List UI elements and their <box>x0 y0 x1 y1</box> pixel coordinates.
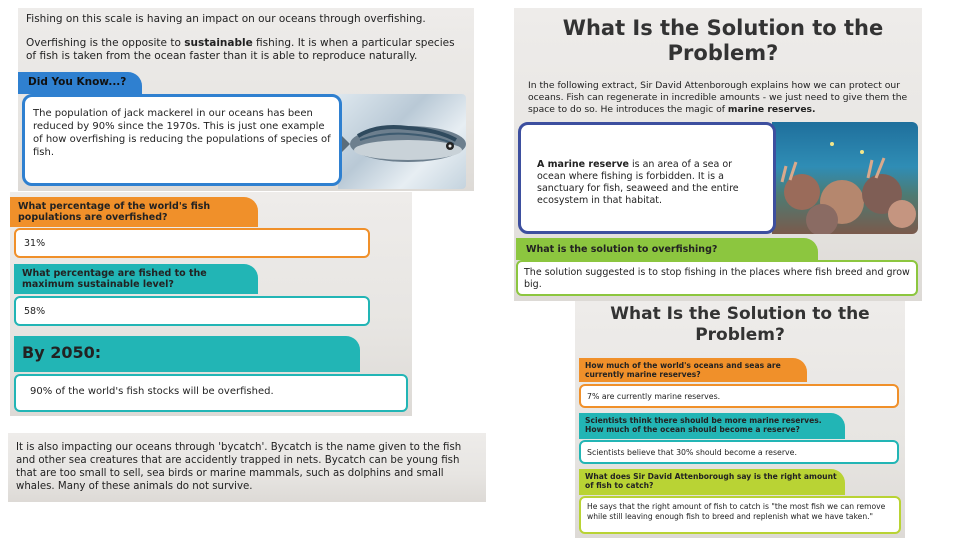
slide-solution <box>514 8 922 301</box>
reserves-answer-box: 7% are currently marine reserves. <box>579 384 899 408</box>
coral-icon <box>772 122 918 234</box>
answer-3-box: 90% of the world's fish stocks will be overfished. <box>14 374 408 412</box>
did-you-know-box <box>22 94 342 186</box>
slide-overfishing-questions <box>10 192 412 416</box>
bycatch-text: It is also impacting our oceans through 'bycatch'. Bycatch is the name given to the fish and other sea creatures that are accidently trapped in nets. Bycatch can be young fish that are too small to sell, sea birds or marine mammals, such as dolphins and small whales. Many of these animals do not survive. <box>16 442 462 492</box>
slide-bycatch <box>8 433 486 502</box>
slide-title-2: What Is the Solution to the Problem? <box>610 304 870 345</box>
answer-1-box: 31% <box>14 228 370 258</box>
overfishing-definition: Overfishing is the opposite to sustainable fishing. It is when a particular species of fish is taken from the ocean faster than it is able to reproduce naturally. <box>26 37 455 62</box>
intro-line: Fishing on this scale is having an impact on our oceans through overfishing. <box>26 13 426 25</box>
mackerel-fish-icon <box>338 94 466 189</box>
reserves-question-tab: How much of the world's oceans and seas are currently marine reserves? <box>579 358 807 382</box>
attenborough-question-tab: What does Sir David Attenborough say is the right amount of fish to catch? <box>579 469 845 495</box>
marine-reserve-definition: is an area of a sea or ocean where fishing is forbidden. It is a sanctuary for fish, seaweed and the entire ecosystem in that habitat. <box>537 159 739 206</box>
scientists-question-tab: Scientists think there should be more marine reserves. How much of the ocean should become a reserve? <box>579 413 845 439</box>
answer-2-box: 58% <box>14 296 370 326</box>
sustainable-term: sustainable <box>184 37 253 49</box>
attenborough-answer-box: He says that the right amount of fish to catch is "the most fish we can remove while still leaving enough fish to breed and replenish what we have taken." <box>579 496 901 534</box>
marine-reserves-term: marine reserves. <box>727 104 816 115</box>
slide-title: What Is the Solution to the Problem? <box>562 16 884 65</box>
slide-overfishing-intro <box>18 8 474 191</box>
question-2-tab: What percentage are fished to the maximum sustainable level? <box>14 264 258 294</box>
solution-answer-box: The solution suggested is to stop fishing in the places where fish breed and grow big. <box>516 260 918 296</box>
slide-solution-questions <box>575 301 905 538</box>
question-3-tab: By 2050: <box>14 336 360 372</box>
marine-reserve-term: A marine reserve <box>537 159 629 170</box>
did-you-know-tab: Did You Know...? <box>18 72 142 94</box>
did-you-know-text: The population of jack mackerel in our oceans has been reduced by 90% since the 1970s. This is just one example of how overfishing is reducing the populations of species of fish. <box>33 108 331 158</box>
question-1-tab: What percentage of the world's fish populations are overfished? <box>10 197 258 227</box>
attenborough-intro: In the following extract, Sir David Attenborough explains how we can protect our oceans. Fish can regenerate in incredible amounts - we just need to give them the space to do so. He introduces the magic of marine reserves. <box>528 80 908 115</box>
marine-reserve-box <box>518 122 776 234</box>
scientists-answer-box: Scientists believe that 30% should become a reserve. <box>579 440 899 464</box>
coral-reef-image <box>772 122 918 234</box>
mackerel-image <box>338 94 466 189</box>
solution-question-tab: What is the solution to overfishing? <box>516 238 818 260</box>
